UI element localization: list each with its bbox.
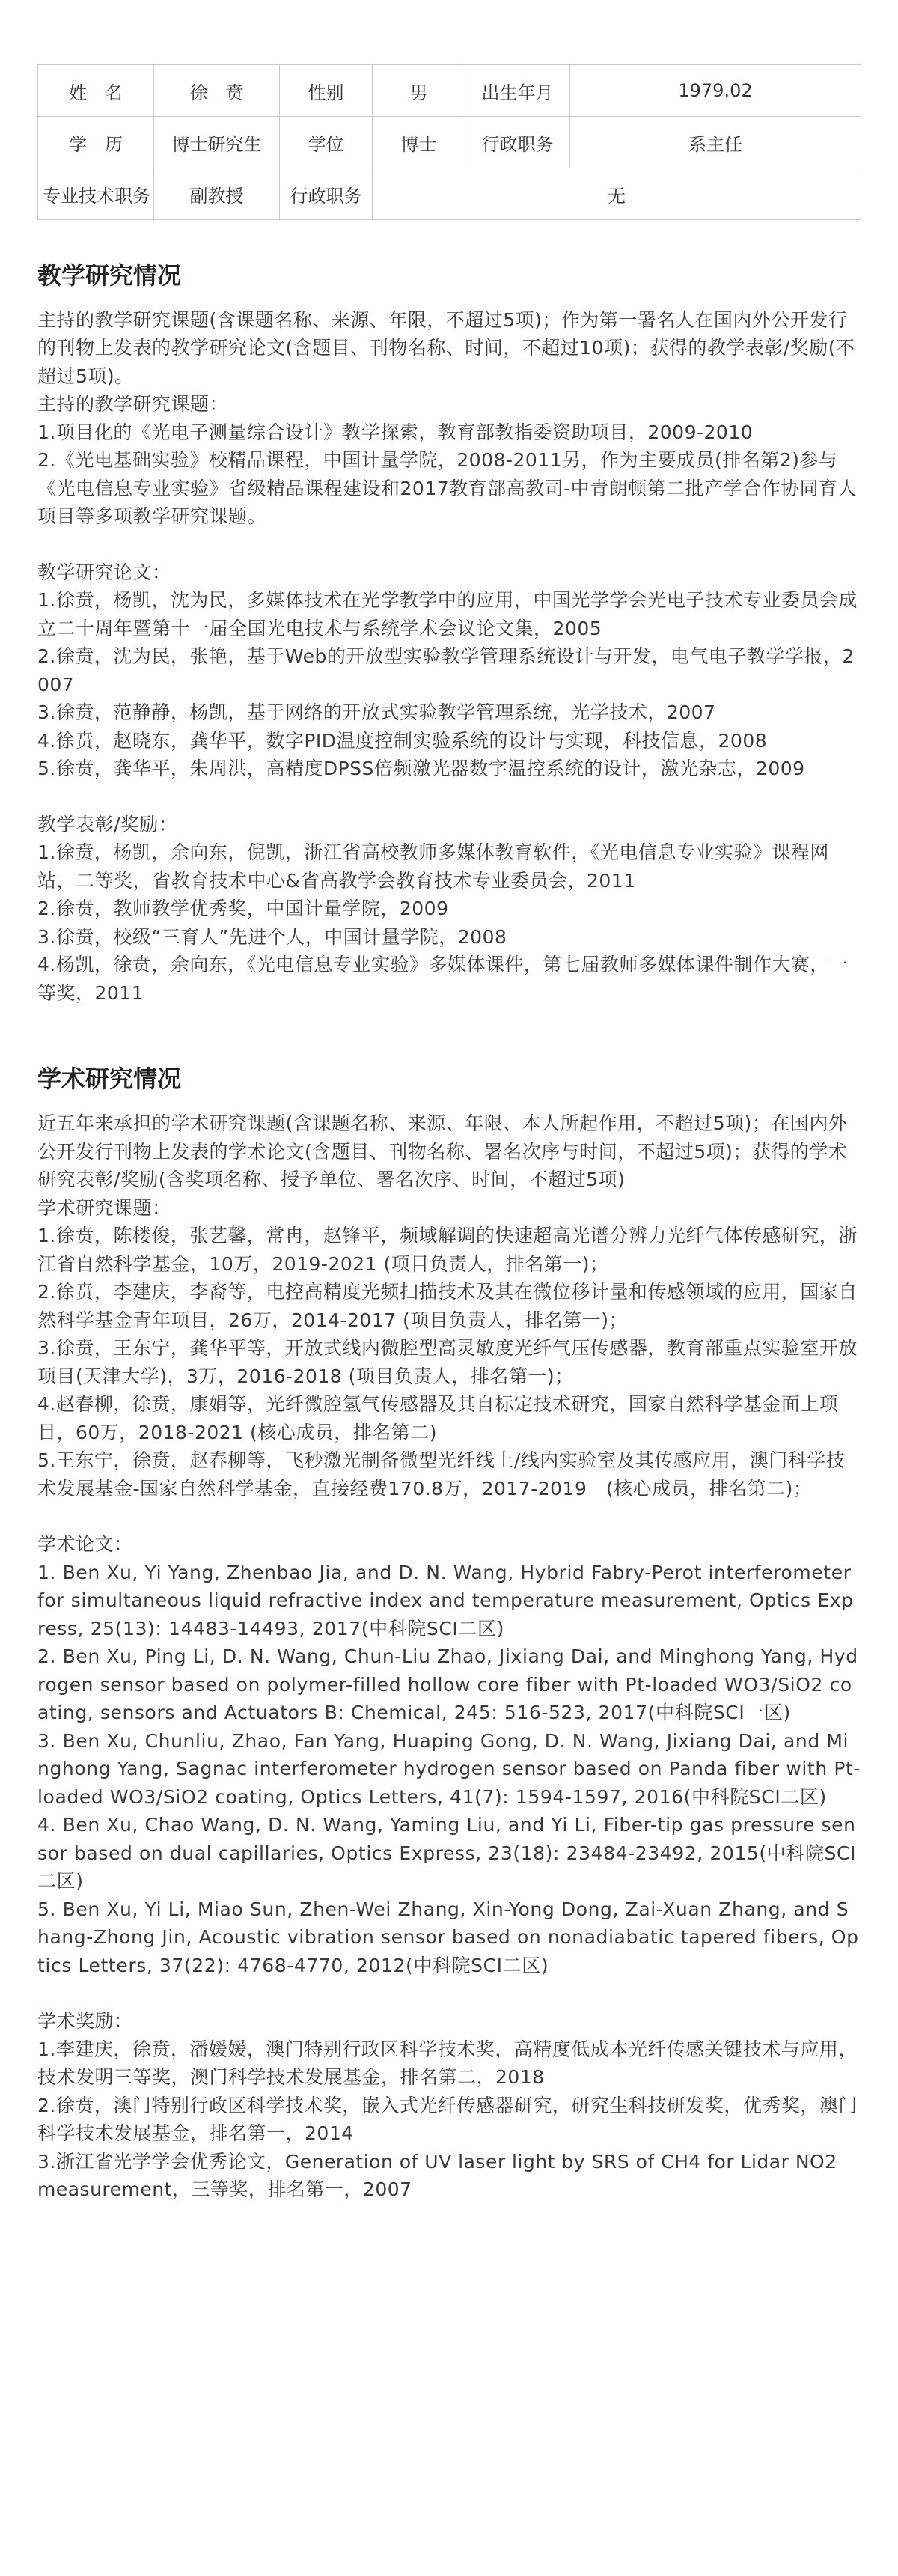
title-value: 副教授 [154, 168, 280, 220]
education-label: 学 历 [38, 117, 154, 168]
profile-table [37, 64, 861, 220]
list-item: 4.赵春柳，徐贲，康娟等，光纤微腔氢气传感器及其自标定技术研究，国家自然科学基金面上项目，60万，2018-2021 (核心成员，排名第二) [37, 1393, 839, 1443]
list-item: 5. Ben Xu, Yi Li, Miao Sun, Zhen-Wei Zhang, Xin-Yong Dong, Zai-Xuan Zhang, and Shang-Zhong Jin, Acoustic vibration sensor based on nonadiabatic tapered fibers, Optics Letters, 37(22): 4768-4770, 2012(中科院SCI二区) [37, 1898, 859, 1976]
list-item: 2.徐贲，澳门特别行政区科学技术奖，嵌入式光纤传感器研究，研究生科技研发奖，优秀奖，澳门科学技术发展基金，排名第一，2014 [37, 2094, 858, 2145]
teaching-papers-label: 教学研究论文： [37, 561, 171, 583]
list-item: 1.徐贲，陈楼俊，张艺馨，常冉，赵锋平，频域解调的快速超高光谱分辨力光纤气体传感研究，浙江省自然科学基金，10万，2019-2021 (项目负责人，排名第一)； [37, 1225, 858, 1275]
profile-row-1 [38, 65, 861, 117]
teaching-title: 教学研究情况 [37, 261, 182, 290]
education-value: 博士研究生 [154, 117, 280, 168]
research-papers-label: 学术论文： [37, 1533, 133, 1556]
admin-post-value-2: 无 [373, 168, 861, 220]
list-item: 3.徐贲，校级“三育人”先进个人，中国计量学院，2008 [37, 925, 507, 948]
list-item: 3.徐贲，范静静，杨凯，基于网络的开放式实验教学管理系统，光学技术，2007 [37, 701, 716, 724]
list-item: 2. Ben Xu, Ping Li, D. N. Wang, Chun-Liu Zhao, Jixiang Dai, and Minghong Yang, Hydrogen sensor based on polymer-filled hollow core fiber with Pt-loaded WO3/SiO2 coating, sensors and Actuators B: Chemical, 245: 516-523, 2017(中科院SCI一区) [37, 1645, 858, 1724]
list-item: 2.《光电基础实验》校精品课程，中国计量学院，2008-2011另，作为主要成员(排名第2)参与《光电信息专业实验》省级精品课程建设和2017教育部高教司-中青朗顿第二批产学合作协同育人项目等多项教学研究课题。 [37, 449, 858, 528]
teaching-body [37, 306, 861, 1008]
list-item: 5.王东宁，徐贲，赵春柳等，飞秒激光制备微型光纤线上/线内实验室及其传感应用，澳门科学技术发展基金-国家自然科学基金，直接经费170.8万，2017-2019 (核心成员，排名第二)； [37, 1449, 846, 1499]
degree-label: 学位 [280, 117, 373, 168]
list-item: 2.徐贲，教师教学优秀奖，中国计量学院，2009 [37, 898, 449, 920]
research-awards-label: 学术奖励： [37, 2010, 133, 2033]
list-item: 3. Ben Xu, Chunliu, Zhao, Fan Yang, Huaping Gong, D. N. Wang, Jixiang Dai, and Minghong Yang, Sagnac interferometer hydrogen sensor based on Panda fiber with Pt-loaded WO3/SiO2 coating, Optics Letters, 41(7): 1594-1597, 2016(中科院SCI二区) [37, 1729, 861, 1808]
list-item: 1.项目化的《光电子测量综合设计》教学探索，教育部教指委资助项目，2009-2010 [37, 421, 754, 443]
degree-value: 博士 [373, 117, 465, 168]
research-intro: 近五年来承担的学术研究课题(含课题名称、来源、年限、本人所起作用，不超过5项)；在国内外公开发行刊物上发表的学术论文(含题目、刊物名称、署名次序与时间，不超过5项)；获得的学术研究表彰/奖励(含奖项名称、授予单位、署名次序、时间，不超过5项) [37, 1112, 848, 1191]
profile-row-2 [38, 117, 861, 168]
admin-post-label: 行政职务 [465, 117, 570, 168]
research-title: 学术研究情况 [37, 1065, 182, 1094]
teaching-intro: 主持的教学研究课题(含课题名称、来源、年限，不超过5项)；作为第一署名人在国内外公开发行的刊物上发表的教学研究论文(含题目、刊物名称、时间，不超过10项)；获得的教学表彰/奖励(不超过5项)。 [37, 308, 855, 387]
teaching-section [37, 259, 861, 1007]
list-item: 3.徐贲，王东宁，龚华平等，开放式线内微腔型高灵敏度光纤气压传感器，教育部重点实验室开放项目(天津大学)，3万，2016-2018 (项目负责人，排名第一)； [37, 1337, 858, 1387]
admin-post-label-2: 行政职务 [280, 168, 373, 220]
name-label: 姓 名 [38, 65, 154, 117]
name-value: 徐 贲 [154, 65, 280, 117]
research-body [37, 1109, 861, 2204]
list-item: 2.徐贲，李建庆，李裔等，电控高精度光频扫描技术及其在微位移计量和传感领域的应用，国家自然科学基金青年项目，26万，2014-2017 (项目负责人，排名第一)； [37, 1281, 858, 1331]
list-item: 4. Ben Xu, Chao Wang, D. N. Wang, Yaming Liu, and Yi Li, Fiber-tip gas pressure sensor based on dual capillaries, Optics Express, 23(18): 23484-23492, 2015(中科院SCI二区) [37, 1814, 857, 1893]
birth-value: 1979.02 [570, 65, 861, 117]
list-item: 1. Ben Xu, Yi Yang, Zhenbao Jia, and D. N. Wang, Hybrid Fabry-Perot interferometer for simultaneous liquid refractive index and temperature measurement, Optics Express, 25(13): 14483-14493, 2017(中科院SCI二区) [37, 1561, 854, 1639]
list-item: 4.徐贲，赵晓东，龚华平，数字PID温度控制实验系统的设计与实现，科技信息，2008 [37, 729, 768, 752]
teaching-awards-label: 教学表彰/奖励： [37, 813, 178, 835]
list-item: 5.徐贲，龚华平，朱周洪，高精度DPSS倍频激光器数字温控系统的设计，激光杂志，2009 [37, 758, 805, 780]
list-item: 2.徐贲，沈为民，张艳，基于Web的开放型实验教学管理系统设计与开发，电气电子教学学报，2007 [37, 645, 855, 695]
research-section [37, 1062, 861, 2203]
admin-post-value: 系主任 [570, 117, 861, 168]
birth-label: 出生年月 [465, 65, 570, 117]
profile-row-3 [38, 168, 861, 220]
list-item: 1.李建庆，徐贲，潘媛媛，澳门特别行政区科学技术奖，高精度低成本光纤传感关键技术与应用，技术发明三等奖，澳门科学技术发展基金，排名第二，2018 [37, 2038, 858, 2089]
title-label: 专业技术职务 [38, 168, 154, 220]
gender-label: 性别 [280, 65, 373, 117]
research-projects-label: 学术研究课题： [37, 1196, 171, 1219]
teaching-projects-label: 主持的教学研究课题： [37, 393, 229, 415]
list-item: 3.浙江省光学学会优秀论文，Generation of UV laser light by SRS of CH4 for Lidar NO2 measurement，三等奖，排名第一，2007 [37, 2150, 837, 2201]
list-item: 1.徐贲，杨凯，沈为民，多媒体技术在光学教学中的应用，中国光学学会光电子技术专业委员会成立二十周年暨第十一届全国光电技术与系统学术会议论文集，2005 [37, 589, 858, 639]
gender-value: 男 [373, 65, 465, 117]
list-item: 4.杨凯，徐贲，余向东，《光电信息专业实验》多媒体课件，第七届教师多媒体课件制作大赛，一等奖，2011 [37, 954, 849, 1004]
list-item: 1.徐贲，杨凯，余向东，倪凯，浙江省高校教师多媒体教育软件，《光电信息专业实验》课程网站，二等奖，省教育技术中心&省高教学会教育技术专业委员会，2011 [37, 841, 829, 892]
